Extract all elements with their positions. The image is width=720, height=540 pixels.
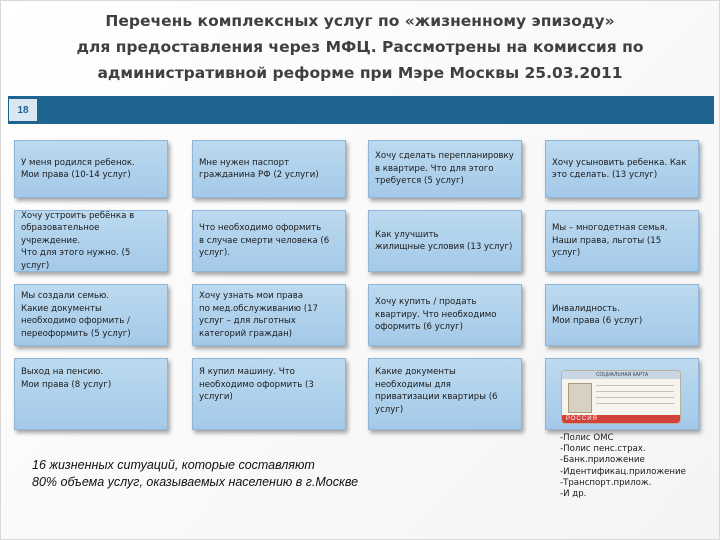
card-header-text: СОЦИАЛЬНАЯ КАРТА (596, 372, 649, 378)
summary-text: 16 жизненных ситуаций, которые составляют 80% объема услуг, оказываемых населению в г.Москве (32, 458, 359, 489)
document-item: -Идентификац.приложение (560, 466, 686, 477)
documents-list (560, 433, 710, 500)
service-card-medical[interactable] (192, 284, 346, 346)
service-card-privatization[interactable] (368, 358, 522, 430)
document-item: -И др. (560, 489, 587, 500)
service-label: Я купил машину. Что необходимо оформить (3 услуги) (199, 367, 314, 402)
service-label: У меня родился ребенок. Мои права (10-14 услуг) (21, 157, 135, 180)
service-card-adoption[interactable] (545, 140, 699, 198)
service-card-child-born[interactable] (14, 140, 168, 198)
slide-number: 18 (9, 99, 37, 121)
service-card-death[interactable] (192, 210, 346, 272)
service-label: Какие документы необходимы для приватизации квартиры (6 услуг) (375, 367, 498, 415)
service-card-large-family[interactable] (545, 210, 699, 272)
service-card-replanning[interactable] (368, 140, 522, 198)
title-line-3: административной реформе при Мэре Москвы 25.03.2011 (97, 64, 623, 82)
header-band (8, 96, 714, 124)
service-card-disability[interactable] (545, 284, 699, 346)
service-card-retirement[interactable] (14, 358, 168, 430)
page-title (60, 8, 660, 86)
service-card-car[interactable] (192, 358, 346, 430)
service-label: Хочу купить / продать квартиру. Что необходимо оформить (6 услуг) (375, 297, 497, 333)
document-item: -Полис ОМС (560, 433, 614, 443)
social-card-image (561, 370, 681, 424)
document-item: -Транспорт.прилож. (560, 477, 652, 488)
service-label: Инвалидность. Мои права (6 услуг) (552, 303, 643, 326)
social-card-panel (545, 358, 699, 430)
service-label: Мне нужен паспорт гражданина РФ (2 услуги) (199, 157, 319, 180)
title-line-1: Перечень комплексных услуг по «жизненному эпизоду» (105, 12, 615, 30)
service-label: Хочу устроить ребёнка в образовательное учреждение. Что для этого нужно. (5 услуг) (21, 210, 135, 271)
document-item: -Полис пенс.страх. (560, 444, 646, 455)
document-item: -Банк.приложение (560, 455, 645, 466)
service-card-buy-sell-apartment[interactable] (368, 284, 522, 346)
title-line-2: для предоставления через МФЦ. Рассмотрены на комиссия по (76, 38, 644, 56)
service-card-housing[interactable] (368, 210, 522, 272)
service-card-school[interactable] (14, 210, 168, 272)
service-label: Хочу сделать перепланировку в квартире. Что для этого требуется (5 услуг) (375, 151, 514, 187)
card-text-lines (596, 385, 674, 409)
card-photo (568, 383, 592, 413)
service-label: Как улучшить жилищные условия (13 услуг) (375, 229, 513, 252)
service-label: Хочу узнать мои права по мед.обслуживанию (17 услуг – для льготных категорий граждан) (199, 291, 319, 339)
service-label: Что необходимо оформить в случае смерти человека (6 услуг). (199, 223, 330, 259)
service-card-marriage[interactable] (14, 284, 168, 346)
service-card-passport[interactable] (192, 140, 346, 198)
card-country-text: РОССИЯ (566, 416, 598, 422)
service-label: Выход на пенсию. Мои права (8 услуг) (21, 367, 112, 390)
service-label: Хочу усыновить ребенка. Как это сделать. (13 услуг) (552, 157, 687, 180)
service-label: Мы создали семью. Какие документы необходимо оформить / переоформить (5 услуг) (21, 291, 131, 339)
service-label: Мы – многодетная семья. Наши права, льготы (15 услуг) (552, 223, 668, 259)
